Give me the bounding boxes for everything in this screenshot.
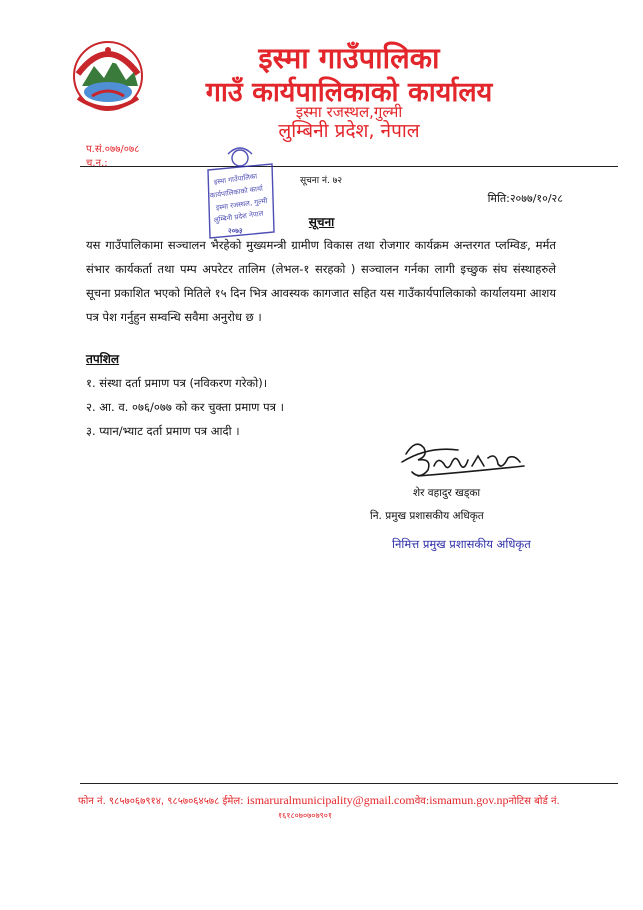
footer-website[interactable]: ismamun.gov.np [429, 793, 509, 807]
svg-text:२०७३: २०७३ [228, 227, 243, 235]
designation-stamp: निमित्त प्रमुख प्रशासकीय अधिकृत [392, 537, 531, 551]
header-divider [80, 166, 618, 167]
signatory-name: शेर वहादुर खड्का [413, 487, 481, 499]
requirements-list [86, 374, 284, 446]
svg-text:कार्यपालिकाको कार्या: कार्यपालिकाको कार्या [209, 184, 264, 200]
footer-web-label: वेव: [414, 796, 430, 807]
footer-notice-board-label: नोटिस बोर्ड नं. [508, 796, 560, 807]
header-title-line2: गाउँ कार्यपालिकाको कार्यालय [205, 77, 493, 108]
footer-notice-board-number: १६१८०७०७०७९०१ [278, 811, 333, 820]
footer-contact [78, 792, 578, 810]
signatory-post: नि. प्रमुख प्रशासकीय अधिकृत [370, 510, 484, 522]
office-stamp-icon [198, 136, 282, 248]
header-title-line1: इस्मा गाउँपालिका [258, 41, 440, 75]
list-item: ३. प्यान/भ्याट दर्ता प्रमाण पत्र आदी । [86, 424, 240, 438]
dispatch-number: च.न.: [86, 158, 108, 169]
list-item: १. संस्था दर्ता प्रमाण पत्र (नविकरण गरेको)। [86, 376, 268, 390]
footer-phone: फोन नं. ९८५७०६७९१४, ९८५७०६४५७८ ईमेल: [78, 796, 244, 807]
notice-body: यस गाउँपालिकामा सञ्चालन भैरहेको मुख्यमन्त्री ग्रामीण विकास तथा रोजगार कार्यक्रम अन्तरगत प्लम्विङ, मर्मत संभार कार्यकर्ता तथा पम्प अपरेटर तालिम (लेभल-१ सरहको ) सञ्चालन गर्नका लागी इच्छुक संघ संस्थाहरुले सूचना प्रकाशित भएको मितिले १५ दिन भित्र आवस्यक कागजात सहित यस गाउँकार्यपालिकाको कार्यालयमा आशय पत्र पेश गर्नुहुन सम्वन्धि सवैमा अनुरोध छ । [86, 238, 556, 324]
footer-divider [80, 783, 618, 784]
details-heading: तपशिल [86, 352, 120, 366]
footer-email[interactable]: ismaruralmunicipality@gmail.com [246, 793, 415, 807]
header-province: लुम्बिनी प्रदेश, नेपाल [278, 120, 420, 142]
header-address: इस्मा रजस्थल,गुल्मी [295, 103, 403, 121]
svg-text:इस्मा गाउँपालिका: इस्मा गाउँपालिका [213, 172, 258, 187]
notice-title: सूचना [308, 215, 335, 229]
reference-number: प.सं.०७७/०७८ [86, 144, 140, 155]
svg-text:इस्मा रजस्थल, गुल्मी: इस्मा रजस्थल, गुल्मी [215, 196, 268, 213]
list-item: २. आ. व. ०७६/०७७ को कर चुक्ता प्रमाण पत्र । [86, 400, 285, 414]
notice-date: मिति:२०७७/१०/२८ [487, 192, 563, 205]
handwritten-signature [398, 436, 528, 482]
svg-text:लुम्बिनी प्रदेश नेपाल: लुम्बिनी प्रदेश नेपाल [213, 209, 264, 225]
notice-number: सूचना नं. ७२ [300, 176, 343, 186]
